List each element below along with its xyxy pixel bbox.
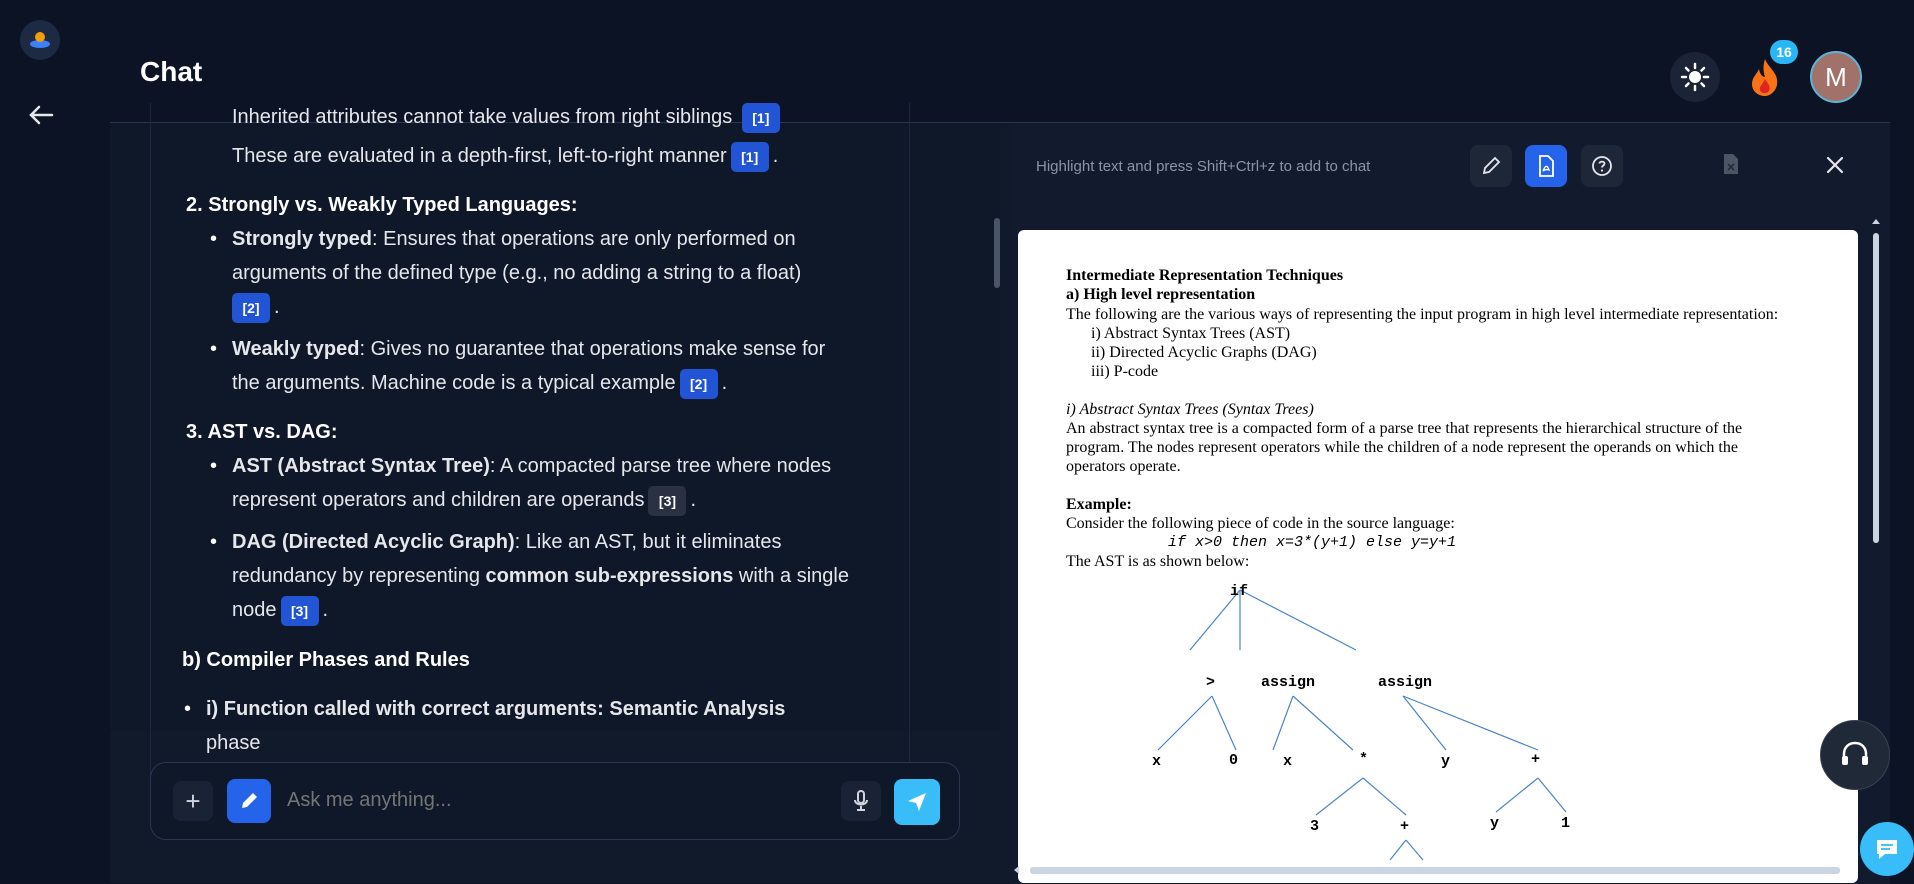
- chat-widget-button[interactable]: [1860, 822, 1914, 876]
- headset-icon: [1838, 738, 1872, 772]
- chat-scrollbar[interactable]: [994, 218, 1000, 288]
- pen-icon: [238, 790, 260, 812]
- annotate-tool-button[interactable]: [1470, 145, 1512, 187]
- doc-example-label: Example:: [1066, 496, 1132, 513]
- theme-toggle-button[interactable]: [1670, 52, 1720, 102]
- left-rail: [0, 0, 80, 883]
- ast-node: assign: [1378, 674, 1433, 691]
- ast-node: if: [1230, 583, 1249, 600]
- page-title: Chat: [140, 56, 203, 87]
- ast-node: 1: [1561, 815, 1571, 832]
- doc-section-title: i) Abstract Syntax Trees (Syntax Trees): [1066, 401, 1314, 418]
- pdf-page[interactable]: [1018, 230, 1858, 883]
- question-icon: [1590, 154, 1614, 178]
- ast-node: x: [1152, 753, 1162, 770]
- draw-mode-button[interactable]: [227, 779, 271, 823]
- citation-badge[interactable]: [1]: [731, 142, 769, 172]
- microphone-icon: [852, 790, 870, 812]
- ast-node: y: [1441, 753, 1451, 770]
- add-attachment-button[interactable]: +: [173, 781, 213, 821]
- pdf-horizontal-scrollbar[interactable]: [1010, 864, 1868, 876]
- chat-input[interactable]: [287, 789, 807, 812]
- help-button[interactable]: [1581, 145, 1623, 187]
- chat-bubble-icon: [1873, 835, 1901, 863]
- section-heading: 2. Strongly vs. Weakly Typed Languages:: [186, 194, 578, 216]
- ast-node: *: [1359, 751, 1369, 768]
- list-item: • AST (Abstract Syntax Tree): A compacted parse tree where nodes represent operators and children are operands [3] .: [232, 449, 852, 517]
- back-arrow-icon[interactable]: [26, 100, 56, 130]
- section-heading: b) Compiler Phases and Rules: [182, 649, 470, 671]
- pencil-icon: [1480, 155, 1502, 177]
- microphone-button[interactable]: [841, 781, 881, 821]
- send-icon: [905, 790, 929, 814]
- citation-badge[interactable]: [2]: [232, 293, 270, 323]
- send-button[interactable]: [894, 779, 940, 825]
- ast-node: >: [1206, 674, 1216, 691]
- document-icon[interactable]: [1720, 152, 1742, 181]
- list-item: • i) Function called with correct arguments: Semantic Analysis phase: [206, 692, 826, 726]
- ast-diagram: [1018, 230, 1858, 883]
- ast-node: assign: [1261, 674, 1316, 691]
- doc-code: if x>0 then x=3*(y+1) else y=y+1: [1168, 534, 1457, 551]
- doc-text: The following are the various ways of representing the input program in high level intermediate representation:: [1066, 306, 1779, 323]
- ast-node: 3: [1310, 818, 1320, 835]
- citation-badge[interactable]: [3]: [648, 486, 686, 516]
- ast-node: 0: [1229, 752, 1239, 769]
- doc-text: program. The nodes represent operators while the children of a node represent the operands on which the: [1066, 439, 1738, 456]
- doc-text: Consider the following piece of code in the source language:: [1066, 515, 1455, 532]
- ast-node: y: [1490, 815, 1500, 832]
- doc-list-item: i) Abstract Syntax Trees (AST): [1091, 325, 1291, 342]
- support-button[interactable]: [1820, 720, 1890, 790]
- ast-node: x: [1283, 753, 1293, 770]
- pdf-view-button[interactable]: [1525, 145, 1567, 187]
- doc-list-item: ii) Directed Acyclic Graphs (DAG): [1091, 344, 1317, 361]
- doc-title: Intermediate Representation Techniques: [1066, 267, 1344, 284]
- sun-icon: [1680, 62, 1710, 92]
- chat-composer: [150, 762, 960, 840]
- close-icon[interactable]: [1820, 150, 1850, 180]
- app-logo[interactable]: [20, 20, 60, 60]
- doc-text: The AST is as shown below:: [1066, 553, 1250, 570]
- doc-list-item: iii) P-code: [1091, 363, 1159, 380]
- doc-subheading: a) High level representation: [1066, 286, 1256, 303]
- citation-badge[interactable]: [3]: [281, 596, 319, 626]
- list-item: • Strongly typed: Ensures that operations are only performed on arguments of the defined type (e.g., no adding a string to a float) [2] .: [232, 222, 852, 324]
- list-item: • Weakly typed: Gives no guarantee that operations make sense for the arguments. Machine code is a typical example [2] .: [232, 332, 852, 400]
- partial-line: Inherited attributes cannot take values from right siblings [1]: [232, 100, 932, 126]
- list-item: • DAG (Directed Acyclic Graph): Like an AST, but it eliminates redundancy by representing common sub-expressions with a single node [3] .: [232, 525, 852, 627]
- doc-text: operators operate.: [1066, 458, 1181, 475]
- citation-badge[interactable]: [1]: [742, 103, 780, 133]
- avatar[interactable]: M: [1810, 51, 1862, 103]
- doc-text: An abstract syntax tree is a compacted form of a parse tree that represents the hierarchical structure of the: [1066, 420, 1743, 437]
- highlight-hint: Highlight text and press Shift+Ctrl+z to add to chat: [1036, 158, 1371, 175]
- ast-node: +: [1400, 818, 1410, 835]
- streak-badge: 16: [1770, 40, 1798, 64]
- citation-badge[interactable]: [2]: [680, 369, 718, 399]
- section-heading: 3. AST vs. DAG:: [186, 421, 338, 443]
- pdf-file-icon: [1535, 154, 1557, 178]
- ast-node: +: [1531, 751, 1541, 768]
- message-line: These are evaluated in a depth-first, left-to-right manner [1] .: [232, 139, 932, 173]
